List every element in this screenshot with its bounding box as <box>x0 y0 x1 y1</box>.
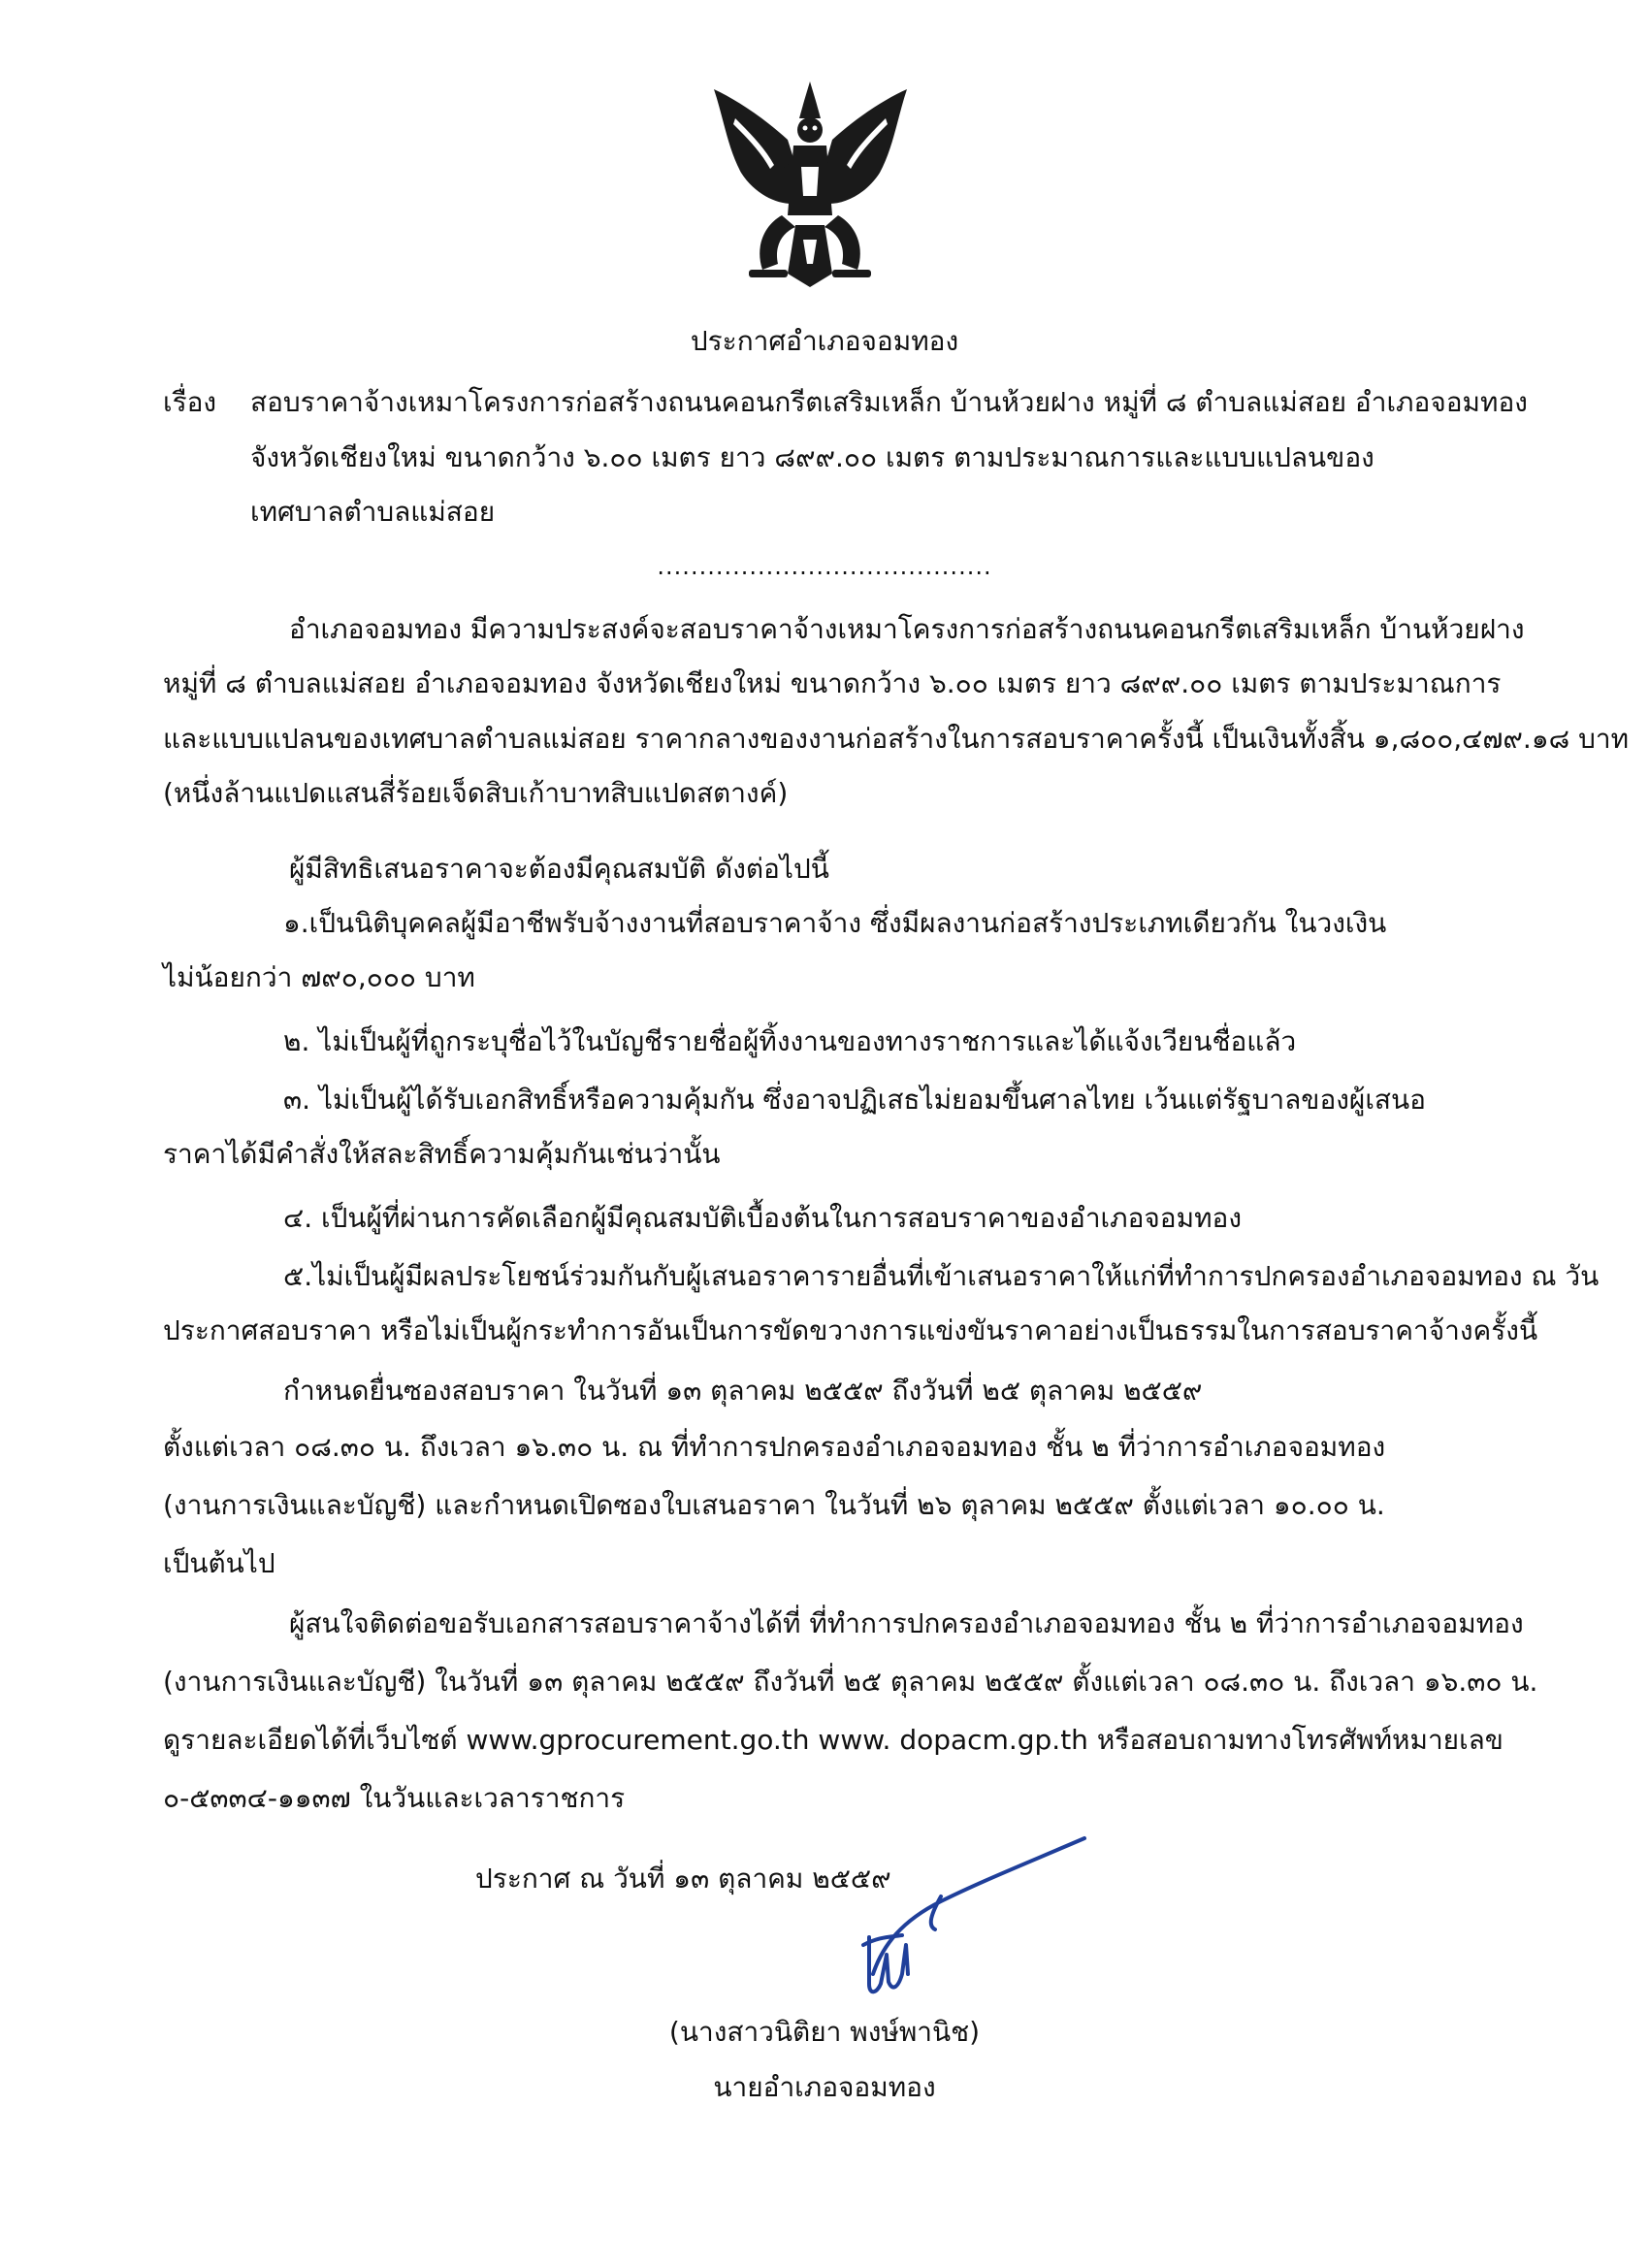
subject-line: เทศบาลตำบลแม่สอย <box>250 496 496 528</box>
signatory-name: (นางสาวนิติยา พงษ์พานิช) <box>668 2016 981 2048</box>
body-line: ๒. ไม่เป็นผู้ที่ถูกระบุชื่อไว้ในบัญชีรายชื่อผู้ทิ้งงานของทางราชการและได้แจ้งเวียนชื่อแล้ว <box>283 1025 1297 1057</box>
body-line: (หนึ่งล้านแปดแสนสี่ร้อยเจ็ดสิบเก้าบาทสิบแปดสตางค์) <box>163 777 789 809</box>
body-line: และแบบแปลนของเทศบาลตำบลแม่สอย ราคากลางของงานก่อสร้างในการสอบราคาครั้งนี้ เป็นเงินทั้งสิ้น ๑,๘๐๐,๔๗๙.๑๘ บาท <box>163 723 1630 755</box>
body-line: ๕.ไม่เป็นผู้มีผลประโยชน์ร่วมกันกับผู้เสนอราคารายอื่นที่เข้าเสนอราคาให้แก่ที่ทำการปกครองอำเภอจอมทอง ณ วัน <box>283 1260 1600 1292</box>
body-line: ผู้มีสิทธิเสนอราคาจะต้องมีคุณสมบัติ ดังต่อไปนี้ <box>289 853 829 885</box>
body-line: ดูรายละเอียดได้ที่เว็บไซต์ www.gprocurement.go.th www. dopacm.gp.th หรือสอบถามทางโทรศัพท์หมายเลข <box>163 1724 1504 1756</box>
body-line: ๔. เป็นผู้ที่ผ่านการคัดเลือกผู้มีคุณสมบัติเบื้องต้นในการสอบราคาของอำเภอจอมทอง <box>283 1202 1243 1234</box>
body-line: ๐-๕๓๓๔-๑๑๓๗ ในวันและเวลาราชการ <box>163 1782 626 1814</box>
body-line: (งานการเงินและบัญชี) และกำหนดเปิดซองใบเสนอราคา ในวันที่ ๒๖ ตุลาคม ๒๕๕๙ ตั้งแต่เวลา ๑๐.๐๐ น. <box>163 1489 1385 1521</box>
body-line: ประกาศสอบราคา หรือไม่เป็นผู้กระทำการอันเป็นการขัดขวางการแข่งขันราคาอย่างเป็นธรรมในการสอบราคาจ้างครั้งนี้ <box>163 1314 1538 1346</box>
body-line: ราคาได้มีคำสั่งให้สละสิทธิ์ความคุ้มกันเช่นว่านั้น <box>163 1138 721 1170</box>
body-line: ไม่น้อยกว่า ๗๙๐,๐๐๐ บาท <box>163 961 475 993</box>
subject-line: จังหวัดเชียงใหม่ ขนาดกว้าง ๖.๐๐ เมตร ยาว ๘๙๙.๐๐ เมตร ตามประมาณการและแบบแปลนของ <box>250 441 1374 473</box>
body-line: กำหนดยื่นซองสอบราคา ในวันที่ ๑๓ ตุลาคม ๒๕๕๙ ถึงวันที่ ๒๕ ตุลาคม ๒๕๕๙ <box>283 1375 1203 1407</box>
signatory-title: นายอำเภอจอมทอง <box>713 2071 936 2103</box>
body-line: ๓. ไม่เป็นผู้ได้รับเอกสิทธิ์หรือความคุ้มกัน ซึ่งอาจปฏิเสธไม่ยอมขึ้นศาลไทย เว้นแต่รัฐบาลของผู้เสนอ <box>283 1084 1426 1116</box>
subject-line: สอบราคาจ้างเหมาโครงการก่อสร้างถนนคอนกรีตเสริมเหล็ก บ้านห้วยฝาง หมู่ที่ ๘ ตำบลแม่สอย อำเภอจอมทอง <box>250 386 1528 418</box>
garuda-emblem-icon <box>706 80 915 293</box>
subject-label: เรื่อง <box>163 386 217 418</box>
body-line: หมู่ที่ ๘ ตำบลแม่สอย อำเภอจอมทอง จังหวัดเชียงใหม่ ขนาดกว้าง ๖.๐๐ เมตร ยาว ๘๙๙.๐๐ เมตร ตามประมาณการ <box>163 667 1502 699</box>
body-line: ตั้งแต่เวลา ๐๘.๓๐ น. ถึงเวลา ๑๖.๓๐ น. ณ ที่ทำการปกครองอำเภอจอมทอง ชั้น ๒ ที่ว่าการอำเภอจอมทอง <box>163 1431 1386 1463</box>
separator: ........................................ <box>657 553 992 580</box>
body-line: เป็นต้นไป <box>163 1547 275 1579</box>
document-title: ประกาศอำเภอจอมทอง <box>690 325 959 357</box>
signature-icon <box>834 1829 1086 2013</box>
body-line: ผู้สนใจติดต่อขอรับเอกสารสอบราคาจ้างได้ที่ ที่ทำการปกครองอำเภอจอมทอง ชั้น ๒ ที่ว่าการอำเภอจอมทอง <box>289 1607 1524 1639</box>
body-line: อำเภอจอมทอง มีความประสงค์จะสอบราคาจ้างเหมาโครงการก่อสร้างถนนคอนกรีตเสริมเหล็ก บ้านห้วยฝาง <box>289 613 1525 645</box>
body-line: ๑.เป็นนิติบุคคลผู้มีอาชีพรับจ้างงานที่สอบราคาจ้าง ซึ่งมีผลงานก่อสร้างประเภทเดียวกัน ในวงเงิน <box>283 907 1387 939</box>
announcement-date: ประกาศ ณ วันที่ ๑๓ ตุลาคม ๒๕๕๙ <box>475 1863 891 1895</box>
body-line: (งานการเงินและบัญชี) ในวันที่ ๑๓ ตุลาคม ๒๕๕๙ ถึงวันที่ ๒๕ ตุลาคม ๒๕๕๙ ตั้งแต่เวลา ๐๘.๓๐ น. ถึงเวลา ๑๖.๓๐ น. <box>163 1666 1538 1698</box>
